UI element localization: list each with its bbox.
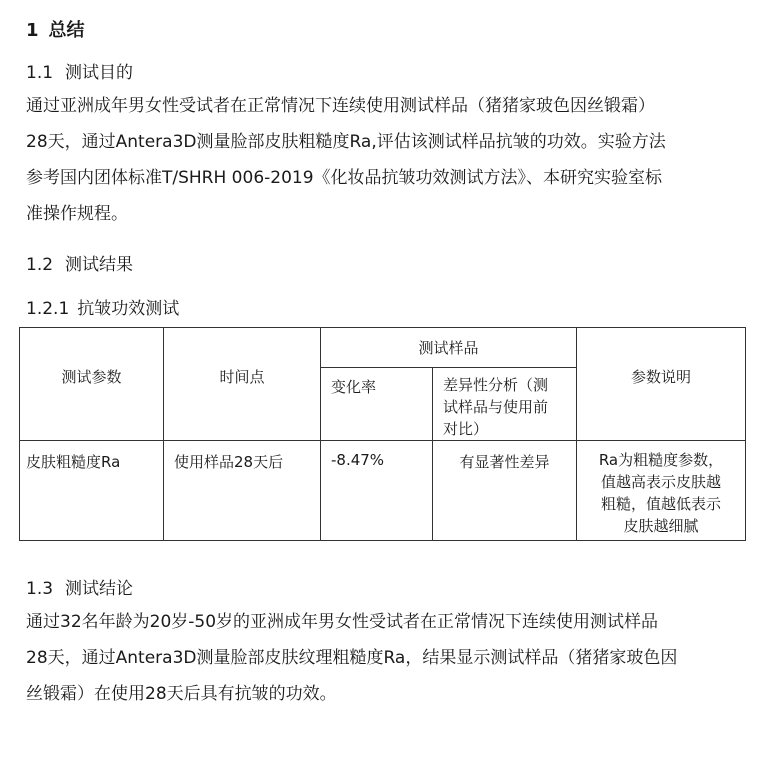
- cell-parameter: 皮肤粗糙度Ra: [20, 441, 164, 541]
- paragraph-line: 准操作规程。: [26, 204, 128, 224]
- section-test-results: [26, 250, 133, 275]
- subsection-antiwrinkle-test: [26, 294, 179, 319]
- section-number: 1.3: [26, 579, 54, 599]
- paragraph-line: 丝锻霜）在使用28天后具有抗皱的功效。: [26, 684, 337, 704]
- paragraph-line: 28天，通过Antera3D测量脸部皮肤纹理粗糙度Ra，结果显示测试样品（猪猪家玻色因: [26, 648, 678, 668]
- section-title: 测试结论: [65, 579, 134, 599]
- subsection-number: 1.2.1: [26, 299, 70, 319]
- heading-title: 总结: [48, 20, 85, 41]
- note-line: 皮肤越细腻: [623, 517, 699, 535]
- paragraph-line: 通过32名年龄为20岁-50岁的亚洲成年男女性受试者在正常情况下连续使用测试样品: [26, 612, 659, 632]
- purpose-paragraph: [26, 88, 756, 232]
- cell-change-rate: -8.47%: [321, 441, 433, 541]
- header-parameter-note: 参数说明: [577, 328, 746, 441]
- header-difference-line: 试样品与使用前: [443, 398, 549, 416]
- section-title: 测试结果: [65, 255, 134, 275]
- paragraph-line: 通过亚洲成年男女性受试者在正常情况下连续使用测试样品（猪猪家玻色因丝锻霜）: [26, 96, 655, 116]
- note-line: Ra为粗糙度参数，: [598, 451, 724, 469]
- conclusion-paragraph: [26, 604, 756, 712]
- header-time-point: 时间点: [164, 328, 321, 441]
- cell-parameter-note: [577, 441, 746, 541]
- section-title: 测试目的: [65, 63, 134, 83]
- paragraph-line: 28天，通过Antera3D测量脸部皮肤粗糙度Ra,评估该测试样品抗皱的功效。实验方法: [26, 132, 666, 152]
- results-table: [19, 327, 746, 541]
- header-change-rate: 变化率: [321, 368, 433, 441]
- header-difference-analysis: [433, 368, 577, 441]
- cell-difference: 有显著性差异: [433, 441, 577, 541]
- heading-summary: [26, 16, 85, 42]
- subsection-title: 抗皱功效测试: [77, 299, 180, 319]
- cell-time-point: 使用样品28天后: [164, 441, 321, 541]
- section-test-conclusion: [26, 574, 133, 599]
- heading-number: 1: [26, 20, 39, 41]
- header-test-parameter: 测试参数: [20, 328, 164, 441]
- header-test-sample: 测试样品: [321, 328, 577, 368]
- section-test-purpose: [26, 58, 133, 83]
- section-number: 1.1: [26, 63, 54, 83]
- header-difference-line: 差异性分析（测: [443, 376, 549, 394]
- note-line: 值越高表示皮肤越: [600, 473, 721, 491]
- header-difference-line: 对比）: [443, 420, 489, 438]
- note-line: 粗糙，值越低表示: [600, 495, 721, 513]
- section-number: 1.2: [26, 255, 54, 275]
- paragraph-line: 参考国内团体标准T/SHRH 006-2019《化妆品抗皱功效测试方法》、本研究实验室标: [26, 168, 663, 188]
